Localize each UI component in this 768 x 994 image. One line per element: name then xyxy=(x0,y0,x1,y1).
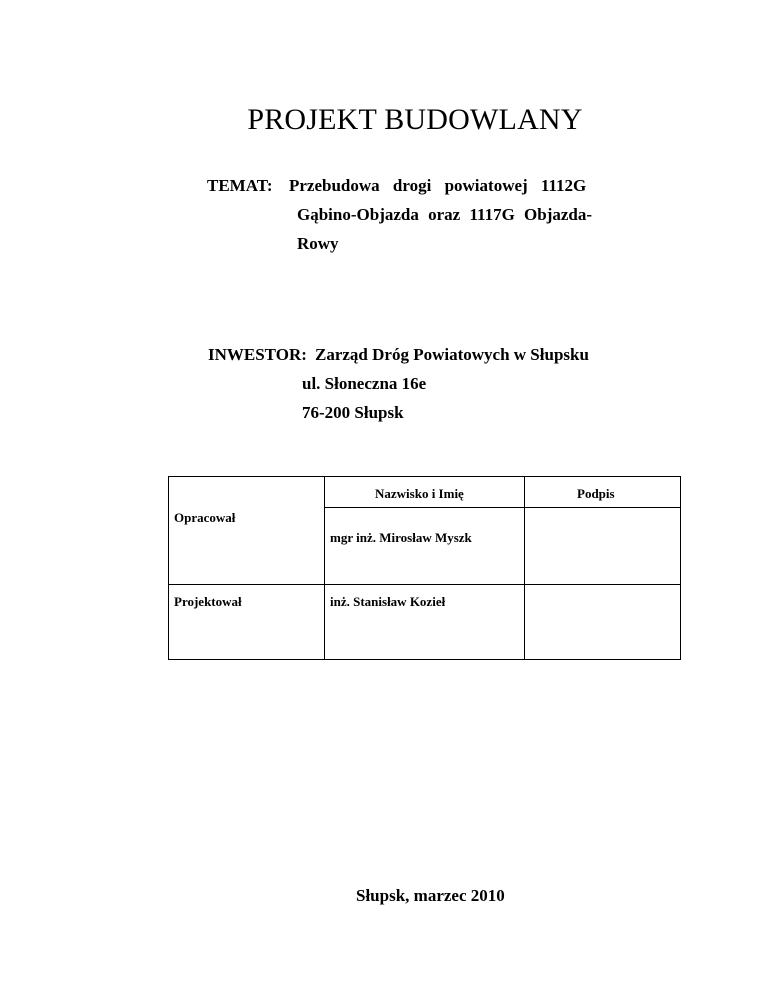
place-and-date: Słupsk, marzec 2010 xyxy=(356,886,505,905)
table-header-signature: Podpis xyxy=(577,486,615,501)
subject-line-2: Gąbino-Objazda oraz 1117G Objazda- xyxy=(297,205,593,224)
table-row-prepared-name: mgr inż. Mirosław Myszk xyxy=(330,530,472,545)
investor-city: 76-200 Słupsk xyxy=(302,403,404,422)
subject-line-1: Przebudowa drogi powiatowej 1112G xyxy=(289,176,587,195)
table-row-prepared-role: Opracował xyxy=(174,510,236,525)
table-divider-row xyxy=(169,584,680,585)
table-divider-header xyxy=(324,507,680,508)
investor-street: ul. Słoneczna 16e xyxy=(302,374,427,393)
table-header-name: Nazwisko i Imię xyxy=(375,486,464,501)
subject-label: TEMAT: xyxy=(207,176,273,195)
table-divider-vertical-1 xyxy=(324,477,325,659)
table-divider-vertical-2 xyxy=(524,477,525,659)
signature-table xyxy=(168,476,681,660)
table-row-designed-name: inż. Stanisław Kozieł xyxy=(330,594,446,609)
subject-line-3: Rowy xyxy=(297,234,339,253)
table-row-designed-role: Projektował xyxy=(174,594,242,609)
investor-name: Zarząd Dróg Powiatowych w Słupsku xyxy=(315,345,589,364)
investor-label: INWESTOR: xyxy=(208,345,307,364)
document-title: PROJEKT BUDOWLANY xyxy=(247,103,583,136)
